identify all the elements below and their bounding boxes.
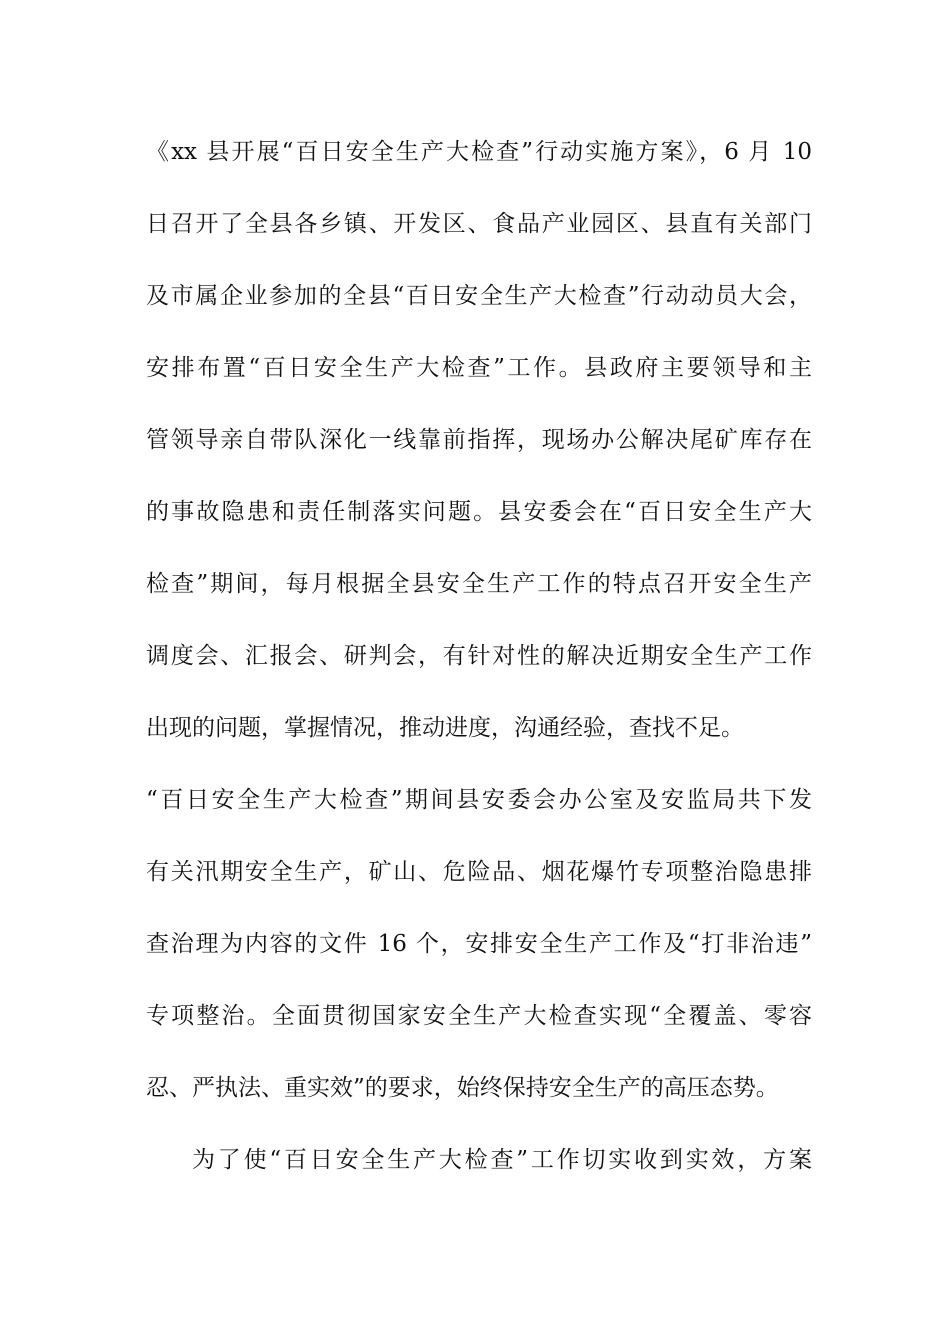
text-line: 的事故隐患和责任制落实问题。县安委会在“百日安全生产大: [146, 499, 812, 525]
text-line: 查治理为内容的文件 16 个，安排安全生产工作及“打非治违”: [146, 931, 812, 957]
text-line: 专项整治。全面贯彻国家安全生产大检查实现“全覆盖、零容: [146, 1003, 812, 1029]
text-line: 检查”期间，每月根据全县安全生产工作的特点召开安全生产: [146, 571, 812, 597]
text-line: 出现的问题，掌握情况，推动进度，沟通经验，查找不足。: [146, 715, 744, 741]
text-line: 忍、严执法、重实效”的要求，始终保持安全生产的高压态势。: [146, 1075, 779, 1101]
document-body: [146, 124, 812, 1204]
paragraph-first-line: 为了使“百日安全生产大检查”工作切实收到实效，方案: [192, 1147, 812, 1173]
text-line: 管领导亲自带队深化一线靠前指挥，现场办公解决尾矿库存在: [146, 427, 812, 453]
text-line: 调度会、汇报会、研判会，有针对性的解决近期安全生产工作: [146, 643, 812, 669]
text-line: 安排布置“百日安全生产大检查”工作。县政府主要领导和主: [146, 355, 812, 381]
text-line: 日召开了全县各乡镇、开发区、食品产业园区、县直有关部门: [146, 211, 812, 237]
text-line: “百日安全生产大检查”期间县安委会办公室及安监局共下发: [146, 787, 812, 813]
text-line: 有关汛期安全生产，矿山、危险品、烟花爆竹专项整治隐患排: [146, 859, 812, 885]
text-line: 《xx 县开展“百日安全生产大检查”行动实施方案》，6 月 10: [146, 139, 812, 165]
text-line: 及市属企业参加的全县“百日安全生产大检查”行动动员大会，: [146, 283, 812, 309]
